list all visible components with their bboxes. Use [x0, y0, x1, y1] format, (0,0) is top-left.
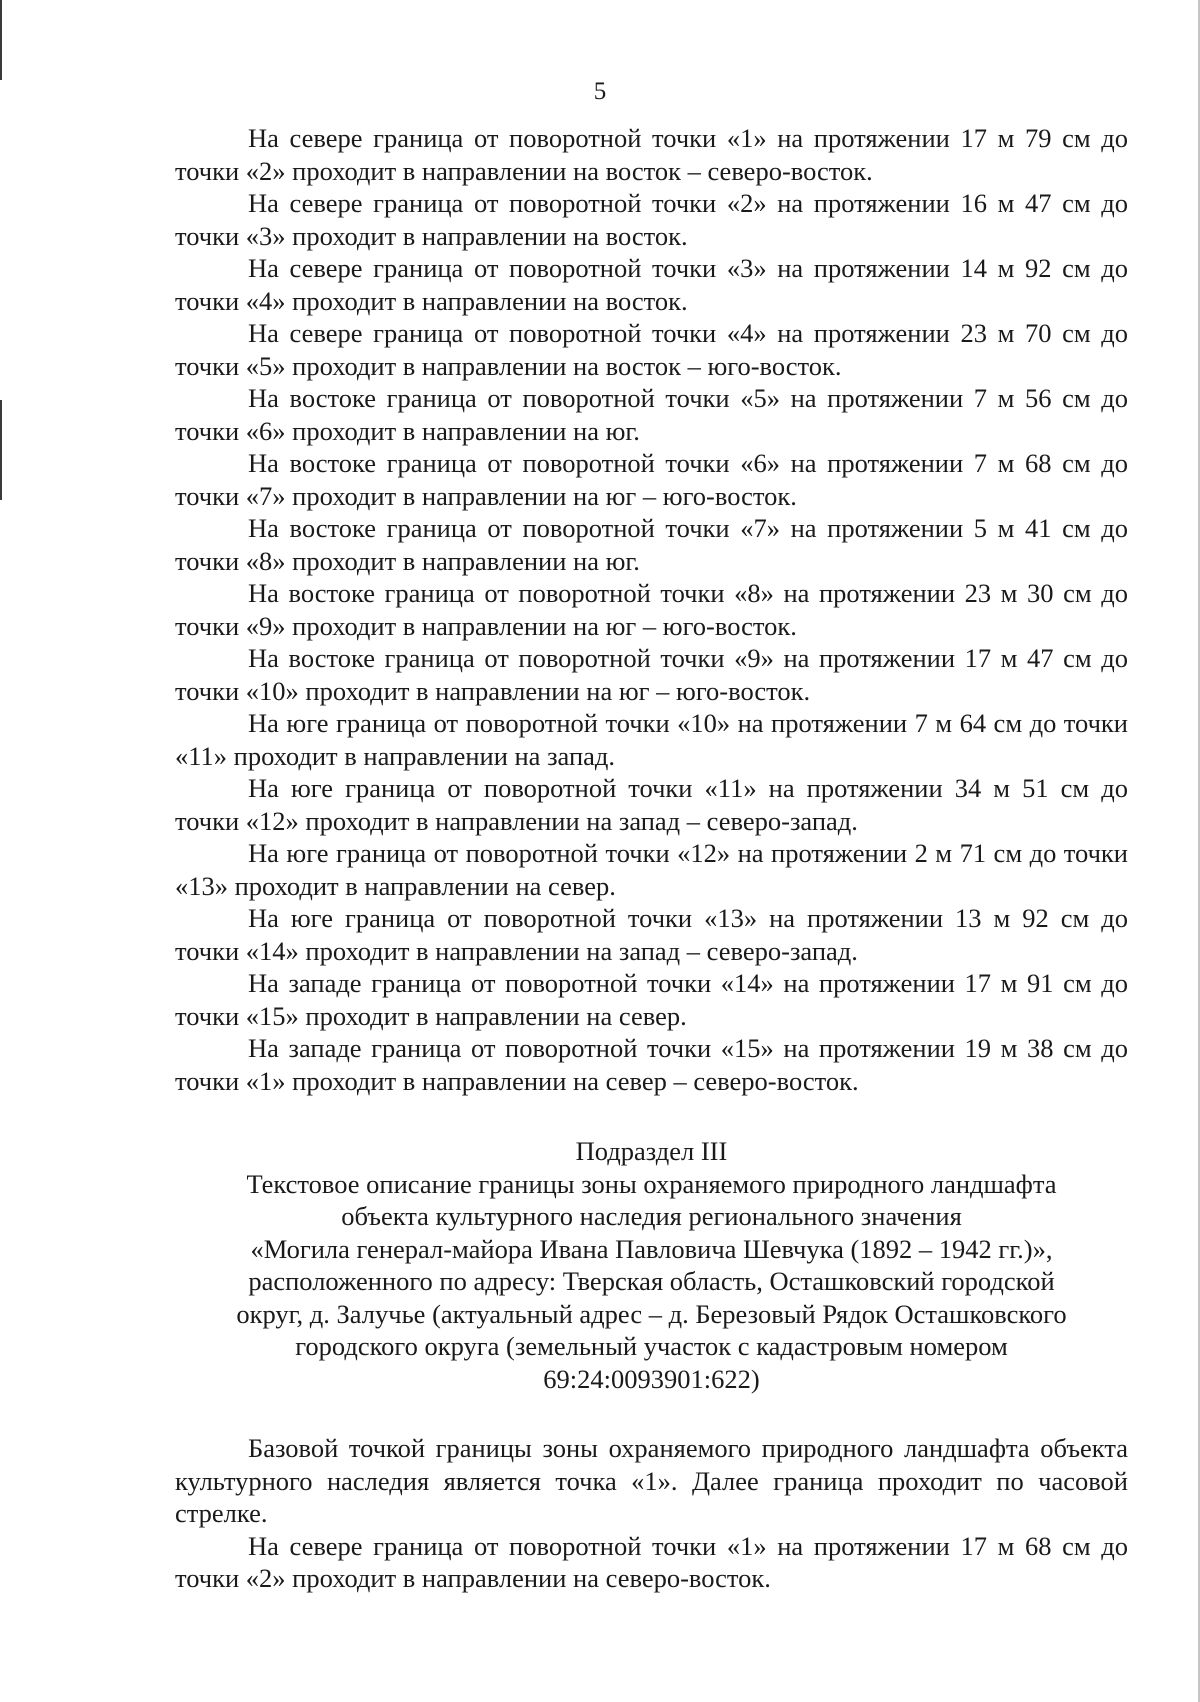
subsection-title-line: городского округа (земельный участок с кадастровым номером	[295, 1331, 1008, 1361]
page-number: 5	[593, 78, 607, 105]
subsection-title-line: Текстовое описание границы зоны охраняемого природного ландшафта	[246, 1168, 1057, 1199]
subsection-title-line: «Могила генерал-майора Ивана Павловича Шевчука (1892 – 1942 гг.)»,	[250, 1233, 1053, 1264]
boundary-paragraph: На юге граница от поворотной точки «10» на протяжении 7 м 64 см до точки «11» проходит в направлении на запад.	[175, 708, 1128, 771]
boundary-paragraph: На востоке граница от поворотной точки «5» на протяжении 7 м 56 см до точки «6» проходит в направлении на юг.	[175, 383, 1128, 446]
scan-edge-mark	[0, 400, 2, 500]
subsection-heading: Подраздел III	[575, 1136, 728, 1166]
boundary-paragraph: На востоке граница от поворотной точки «7» на протяжении 5 м 41 см до точки «8» проходит в направлении на юг.	[175, 513, 1128, 576]
subsection-title-line: расположенного по адресу: Тверская область, Осташковский городской	[248, 1266, 1055, 1296]
scan-edge-mark	[0, 0, 2, 80]
boundary-paragraph: На востоке граница от поворотной точки «6» на протяжении 7 м 68 см до точки «7» проходит в направлении на юг – юго-восток.	[175, 448, 1128, 511]
boundary-paragraph: На юге граница от поворотной точки «12» на протяжении 2 м 71 см до точки «13» проходит в направлении на север.	[175, 838, 1128, 901]
boundary-paragraph: На западе граница от поворотной точки «15» на протяжении 19 м 38 см до точки «1» проходит в направлении на север – северо-восток.	[175, 1033, 1128, 1096]
subsection-title-line: объекта культурного наследия регионального значения	[341, 1201, 962, 1231]
boundary-paragraph: На севере граница от поворотной точки «1» на протяжении 17 м 68 см до точки «2» проходит в направлении на северо-восток.	[175, 1530, 1128, 1593]
boundary-paragraph: На юге граница от поворотной точки «13» на протяжении 13 м 92 см до точки «14» проходит в направлении на запад – северо-запад.	[175, 903, 1128, 966]
boundary-paragraph: На севере граница от поворотной точки «4» на протяжении 23 м 70 см до точки «5» проходит в направлении на восток – юго-восток.	[175, 318, 1128, 381]
boundary-paragraph: На востоке граница от поворотной точки «9» на протяжении 17 м 47 см до точки «10» проходит в направлении на юг – юго-восток.	[175, 643, 1128, 706]
subsection-title-line: округ, д. Залучье (актуальный адрес – д. Березовый Рядок Осташковского	[236, 1298, 1067, 1329]
boundary-paragraph: На юге граница от поворотной точки «11» на протяжении 34 м 51 см до точки «12» проходит в направлении на запад – северо-запад.	[175, 773, 1128, 836]
document-body	[175, 122, 1128, 1595]
subsection-title-line: 69:24:0093901:622)	[543, 1363, 760, 1394]
boundary-paragraph: На севере граница от поворотной точки «2» на протяжении 16 м 47 см до точки «3» проходит в направлении на восток.	[175, 188, 1128, 251]
boundary-paragraph: На севере граница от поворотной точки «3» на протяжении 14 м 92 см до точки «4» проходит в направлении на восток.	[175, 253, 1128, 316]
base-point-paragraph: Базовой точкой границы зоны охраняемого природного ландшафта объекта культурного наследия является точка «1». Далее граница проходит по часовой стрелке.	[175, 1433, 1128, 1528]
boundary-paragraph: На востоке граница от поворотной точки «8» на протяжении 23 м 30 см до точки «9» проходит в направлении на юг – юго-восток.	[175, 578, 1128, 641]
boundary-paragraph: На севере граница от поворотной точки «1» на протяжении 17 м 79 см до точки «2» проходит в направлении на восток – северо-восток.	[175, 123, 1128, 186]
boundary-paragraph: На западе граница от поворотной точки «14» на протяжении 17 м 91 см до точки «15» проходит в направлении на север.	[175, 968, 1128, 1031]
subsection-title-block	[175, 1135, 1128, 1395]
